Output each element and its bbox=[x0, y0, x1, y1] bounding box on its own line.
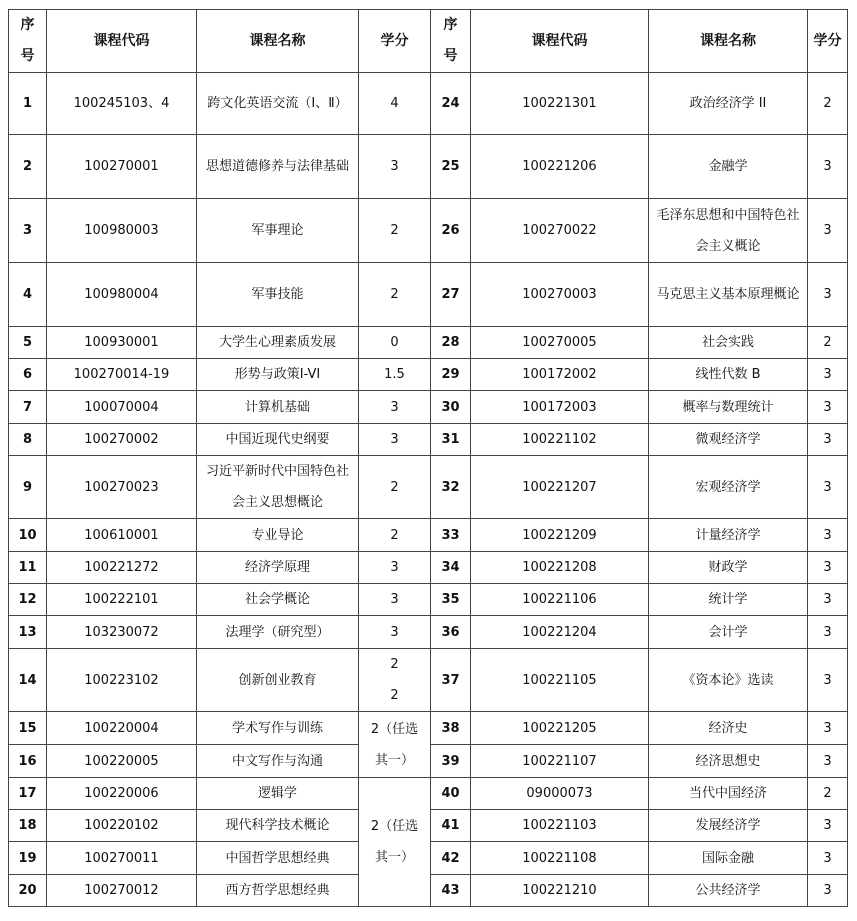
right-credit: 3 bbox=[808, 359, 848, 391]
elective-b-line-2: 其一） bbox=[374, 850, 414, 865]
course-name-text: 学术写作与训练 bbox=[231, 720, 323, 736]
left-code: 100245103、4 bbox=[47, 73, 197, 135]
left-code: 100223102 bbox=[47, 649, 197, 712]
course-name-text: 军事理论 bbox=[251, 223, 304, 238]
right-code: 100270003 bbox=[471, 263, 649, 327]
right-credit: 3 bbox=[808, 456, 848, 519]
table-row bbox=[9, 327, 848, 359]
right-code: 100221204 bbox=[471, 616, 649, 649]
right-seq: 36 bbox=[431, 616, 471, 649]
left-code: 100270002 bbox=[47, 424, 197, 456]
header-name: 课程名称 bbox=[197, 10, 359, 73]
course-name-text: 计量经济学 bbox=[695, 527, 761, 543]
elective-a-line-2: 其一） bbox=[374, 752, 414, 768]
left-code: 100220102 bbox=[47, 810, 197, 842]
course-name-text: 军事技能 bbox=[251, 287, 304, 302]
course-name-text: 发展经济学 bbox=[695, 818, 761, 833]
right-credit: 2 bbox=[808, 778, 848, 810]
right-seq: 37 bbox=[431, 649, 471, 712]
left-credit: 1.5 bbox=[359, 359, 431, 391]
left-name bbox=[197, 810, 359, 842]
course-name-text: 大学生心理素质发展 bbox=[218, 335, 336, 350]
elective-credit-a bbox=[359, 712, 431, 778]
right-code: 100172002 bbox=[471, 359, 649, 391]
course-name-text: 中国近现代史纲要 bbox=[225, 432, 330, 447]
course-name-text: 西方哲学思想经典 bbox=[225, 883, 330, 898]
right-code: 100221210 bbox=[471, 875, 649, 907]
course-name-text: 金融学 bbox=[708, 159, 748, 174]
header-seq-text: 序号 bbox=[20, 17, 35, 64]
left-name bbox=[197, 875, 359, 907]
left-credit: 3 bbox=[359, 424, 431, 456]
header-seq bbox=[9, 10, 47, 73]
course-name-text: 会计学 bbox=[708, 624, 748, 640]
left-code: 100270023 bbox=[47, 456, 197, 519]
left-name bbox=[197, 135, 359, 199]
course-name-text: 国际金融 bbox=[701, 850, 754, 866]
left-seq: 10 bbox=[9, 519, 47, 552]
table-row bbox=[9, 649, 848, 712]
right-seq: 27 bbox=[431, 263, 471, 327]
right-name bbox=[649, 519, 808, 552]
credit-line-2: 2 bbox=[390, 688, 399, 703]
right-seq: 25 bbox=[431, 135, 471, 199]
left-credit: 3 bbox=[359, 584, 431, 616]
left-name bbox=[197, 391, 359, 424]
right-code: 100221106 bbox=[471, 584, 649, 616]
right-credit: 3 bbox=[808, 199, 848, 263]
left-credit: 3 bbox=[359, 391, 431, 424]
left-code: 100930001 bbox=[47, 327, 197, 359]
left-code: 100270012 bbox=[47, 875, 197, 907]
left-seq: 14 bbox=[9, 649, 47, 712]
header-code: 课程代码 bbox=[47, 10, 197, 73]
right-credit: 3 bbox=[808, 649, 848, 712]
right-seq: 33 bbox=[431, 519, 471, 552]
right-name bbox=[649, 810, 808, 842]
left-code: 100220005 bbox=[47, 745, 197, 778]
left-name bbox=[197, 616, 359, 649]
left-name bbox=[197, 519, 359, 552]
table-row bbox=[9, 391, 848, 424]
right-name bbox=[649, 424, 808, 456]
right-seq: 34 bbox=[431, 552, 471, 584]
right-code: 100221207 bbox=[471, 456, 649, 519]
left-seq: 18 bbox=[9, 810, 47, 842]
left-code: 100980003 bbox=[47, 199, 197, 263]
left-seq: 15 bbox=[9, 712, 47, 745]
course-name-text: 经济史 bbox=[708, 720, 748, 736]
right-name bbox=[649, 135, 808, 199]
right-name bbox=[649, 712, 808, 745]
left-code: 100221272 bbox=[47, 552, 197, 584]
left-credit: 2 bbox=[359, 456, 431, 519]
course-name-text: 跨文化英语交流（Ⅰ、Ⅱ） bbox=[207, 96, 348, 111]
left-code: 100610001 bbox=[47, 519, 197, 552]
course-name-text: 社会实践 bbox=[701, 335, 754, 350]
right-seq: 29 bbox=[431, 359, 471, 391]
left-seq: 4 bbox=[9, 263, 47, 327]
elective-a-line-1: 2（任选 bbox=[370, 721, 419, 737]
left-code: 100270014-19 bbox=[47, 359, 197, 391]
right-name bbox=[649, 616, 808, 649]
left-name bbox=[197, 73, 359, 135]
left-credit: 2 bbox=[359, 519, 431, 552]
course-name-text: 经济思想史 bbox=[695, 753, 761, 769]
left-seq: 12 bbox=[9, 584, 47, 616]
right-credit: 3 bbox=[808, 745, 848, 778]
table-row bbox=[9, 359, 848, 391]
left-seq: 11 bbox=[9, 552, 47, 584]
course-name-text: 政治经济学 II bbox=[689, 96, 767, 111]
left-seq: 2 bbox=[9, 135, 47, 199]
right-name bbox=[649, 73, 808, 135]
credit-line-1: 2 bbox=[390, 657, 399, 672]
header-code: 课程代码 bbox=[471, 10, 649, 73]
right-credit: 3 bbox=[808, 712, 848, 745]
left-name bbox=[197, 327, 359, 359]
right-name bbox=[649, 199, 808, 263]
course-name-text: 法理学（研究型） bbox=[225, 624, 330, 640]
right-code: 100172003 bbox=[471, 391, 649, 424]
left-seq: 8 bbox=[9, 424, 47, 456]
left-seq: 16 bbox=[9, 745, 47, 778]
course-name-text: 统计学 bbox=[708, 592, 748, 607]
right-seq: 40 bbox=[431, 778, 471, 810]
right-credit: 2 bbox=[808, 327, 848, 359]
right-code: 100221105 bbox=[471, 649, 649, 712]
right-credit: 3 bbox=[808, 875, 848, 907]
course-name-text: 社会学概论 bbox=[244, 592, 310, 607]
header-seq-text: 序号 bbox=[443, 17, 458, 64]
left-name bbox=[197, 424, 359, 456]
course-name-text: 专业导论 bbox=[251, 527, 304, 543]
course-name-text: 中文写作与沟通 bbox=[231, 753, 323, 769]
course-name-text: 逻辑学 bbox=[257, 786, 297, 801]
right-seq: 31 bbox=[431, 424, 471, 456]
course-name-text: 公共经济学 bbox=[695, 883, 761, 898]
right-credit: 3 bbox=[808, 519, 848, 552]
right-name bbox=[649, 745, 808, 778]
left-seq: 17 bbox=[9, 778, 47, 810]
right-code: 100270022 bbox=[471, 199, 649, 263]
left-name bbox=[197, 649, 359, 712]
course-name-text: 财政学 bbox=[708, 560, 748, 575]
left-name bbox=[197, 456, 359, 519]
table-row bbox=[9, 424, 848, 456]
table-row bbox=[9, 778, 848, 810]
left-code: 100222101 bbox=[47, 584, 197, 616]
right-seq: 38 bbox=[431, 712, 471, 745]
table-row bbox=[9, 199, 848, 263]
right-seq: 26 bbox=[431, 199, 471, 263]
left-credit: 3 bbox=[359, 552, 431, 584]
left-seq: 9 bbox=[9, 456, 47, 519]
right-name bbox=[649, 875, 808, 907]
right-seq: 28 bbox=[431, 327, 471, 359]
table-row bbox=[9, 552, 848, 584]
left-code: 103230072 bbox=[47, 616, 197, 649]
right-credit: 3 bbox=[808, 584, 848, 616]
right-seq: 42 bbox=[431, 842, 471, 875]
right-seq: 32 bbox=[431, 456, 471, 519]
right-name bbox=[649, 456, 808, 519]
right-credit: 2 bbox=[808, 73, 848, 135]
course-name-text: 马克思主义基本原理概论 bbox=[656, 287, 800, 302]
right-seq: 24 bbox=[431, 73, 471, 135]
right-code: 100221107 bbox=[471, 745, 649, 778]
right-seq: 30 bbox=[431, 391, 471, 424]
right-name bbox=[649, 359, 808, 391]
header-name: 课程名称 bbox=[649, 10, 808, 73]
table-row bbox=[9, 519, 848, 552]
right-credit: 3 bbox=[808, 391, 848, 424]
right-code: 100221102 bbox=[471, 424, 649, 456]
left-credit: 4 bbox=[359, 73, 431, 135]
course-table bbox=[8, 9, 848, 907]
left-seq: 5 bbox=[9, 327, 47, 359]
left-seq: 1 bbox=[9, 73, 47, 135]
course-name-text: 习近平新时代中国特色社会主义思想概论 bbox=[205, 464, 349, 510]
right-name bbox=[649, 327, 808, 359]
left-credit: 2 bbox=[359, 199, 431, 263]
course-name-text: 计算机基础 bbox=[244, 399, 310, 415]
left-code: 100070004 bbox=[47, 391, 197, 424]
left-name bbox=[197, 552, 359, 584]
right-name bbox=[649, 649, 808, 712]
left-name bbox=[197, 842, 359, 875]
left-credit bbox=[359, 649, 431, 712]
right-name bbox=[649, 842, 808, 875]
left-name bbox=[197, 584, 359, 616]
left-seq: 3 bbox=[9, 199, 47, 263]
table-row bbox=[9, 135, 848, 199]
right-code: 100221108 bbox=[471, 842, 649, 875]
left-name bbox=[197, 359, 359, 391]
right-code: 100221206 bbox=[471, 135, 649, 199]
course-name-text: 当代中国经济 bbox=[688, 786, 767, 801]
course-name-text: 创新创业教育 bbox=[238, 672, 317, 688]
left-credit: 3 bbox=[359, 135, 431, 199]
right-seq: 39 bbox=[431, 745, 471, 778]
table-row bbox=[9, 456, 848, 519]
course-name-text: 思想道德修养与法律基础 bbox=[205, 159, 349, 174]
left-name bbox=[197, 712, 359, 745]
course-name-text: 概率与数理统计 bbox=[682, 399, 774, 415]
table-row bbox=[9, 616, 848, 649]
course-name-text: 中国哲学思想经典 bbox=[225, 850, 330, 866]
left-seq: 13 bbox=[9, 616, 47, 649]
left-name bbox=[197, 199, 359, 263]
right-name bbox=[649, 263, 808, 327]
right-code: 100221209 bbox=[471, 519, 649, 552]
course-name-text: 形势与政策Ⅰ-VI bbox=[234, 367, 321, 382]
right-credit: 3 bbox=[808, 135, 848, 199]
table-row bbox=[9, 712, 848, 745]
right-credit: 3 bbox=[808, 616, 848, 649]
course-name-text: 《资本论》选读 bbox=[682, 672, 774, 688]
right-seq: 41 bbox=[431, 810, 471, 842]
table-row bbox=[9, 73, 848, 135]
left-name bbox=[197, 778, 359, 810]
right-credit: 3 bbox=[808, 552, 848, 584]
header-credit: 学分 bbox=[359, 10, 431, 73]
right-name bbox=[649, 552, 808, 584]
right-code: 100221208 bbox=[471, 552, 649, 584]
right-seq: 35 bbox=[431, 584, 471, 616]
left-code: 100270001 bbox=[47, 135, 197, 199]
left-name bbox=[197, 263, 359, 327]
right-name bbox=[649, 584, 808, 616]
left-credit: 0 bbox=[359, 327, 431, 359]
right-credit: 3 bbox=[808, 842, 848, 875]
course-name-text: 宏观经济学 bbox=[695, 479, 761, 495]
elective-b-line-1: 2（任选 bbox=[370, 819, 419, 834]
left-seq: 20 bbox=[9, 875, 47, 907]
right-name bbox=[649, 391, 808, 424]
left-credit: 2 bbox=[359, 263, 431, 327]
table-row bbox=[9, 263, 848, 327]
left-code: 100270011 bbox=[47, 842, 197, 875]
course-name-text: 微观经济学 bbox=[695, 432, 761, 447]
right-seq: 43 bbox=[431, 875, 471, 907]
course-name-text: 经济学原理 bbox=[244, 560, 310, 575]
right-name bbox=[649, 778, 808, 810]
table-row bbox=[9, 584, 848, 616]
header-credit: 学分 bbox=[808, 10, 848, 73]
left-code: 100220006 bbox=[47, 778, 197, 810]
right-code: 100221301 bbox=[471, 73, 649, 135]
right-credit: 3 bbox=[808, 424, 848, 456]
left-credit: 3 bbox=[359, 616, 431, 649]
left-seq: 19 bbox=[9, 842, 47, 875]
header-seq bbox=[431, 10, 471, 73]
left-seq: 6 bbox=[9, 359, 47, 391]
elective-credit-b bbox=[359, 778, 431, 907]
right-code: 100270005 bbox=[471, 327, 649, 359]
left-code: 100980004 bbox=[47, 263, 197, 327]
course-name-text: 线性代数 B bbox=[695, 367, 761, 382]
left-code: 100220004 bbox=[47, 712, 197, 745]
right-credit: 3 bbox=[808, 263, 848, 327]
left-seq: 7 bbox=[9, 391, 47, 424]
header-row bbox=[9, 10, 848, 73]
course-name-text: 毛泽东思想和中国特色社会主义概论 bbox=[656, 207, 800, 254]
right-credit: 3 bbox=[808, 810, 848, 842]
right-code: 100221205 bbox=[471, 712, 649, 745]
right-code: 100221103 bbox=[471, 810, 649, 842]
course-name-text: 现代科学技术概论 bbox=[225, 818, 330, 833]
left-name bbox=[197, 745, 359, 778]
right-code: 09000073 bbox=[471, 778, 649, 810]
